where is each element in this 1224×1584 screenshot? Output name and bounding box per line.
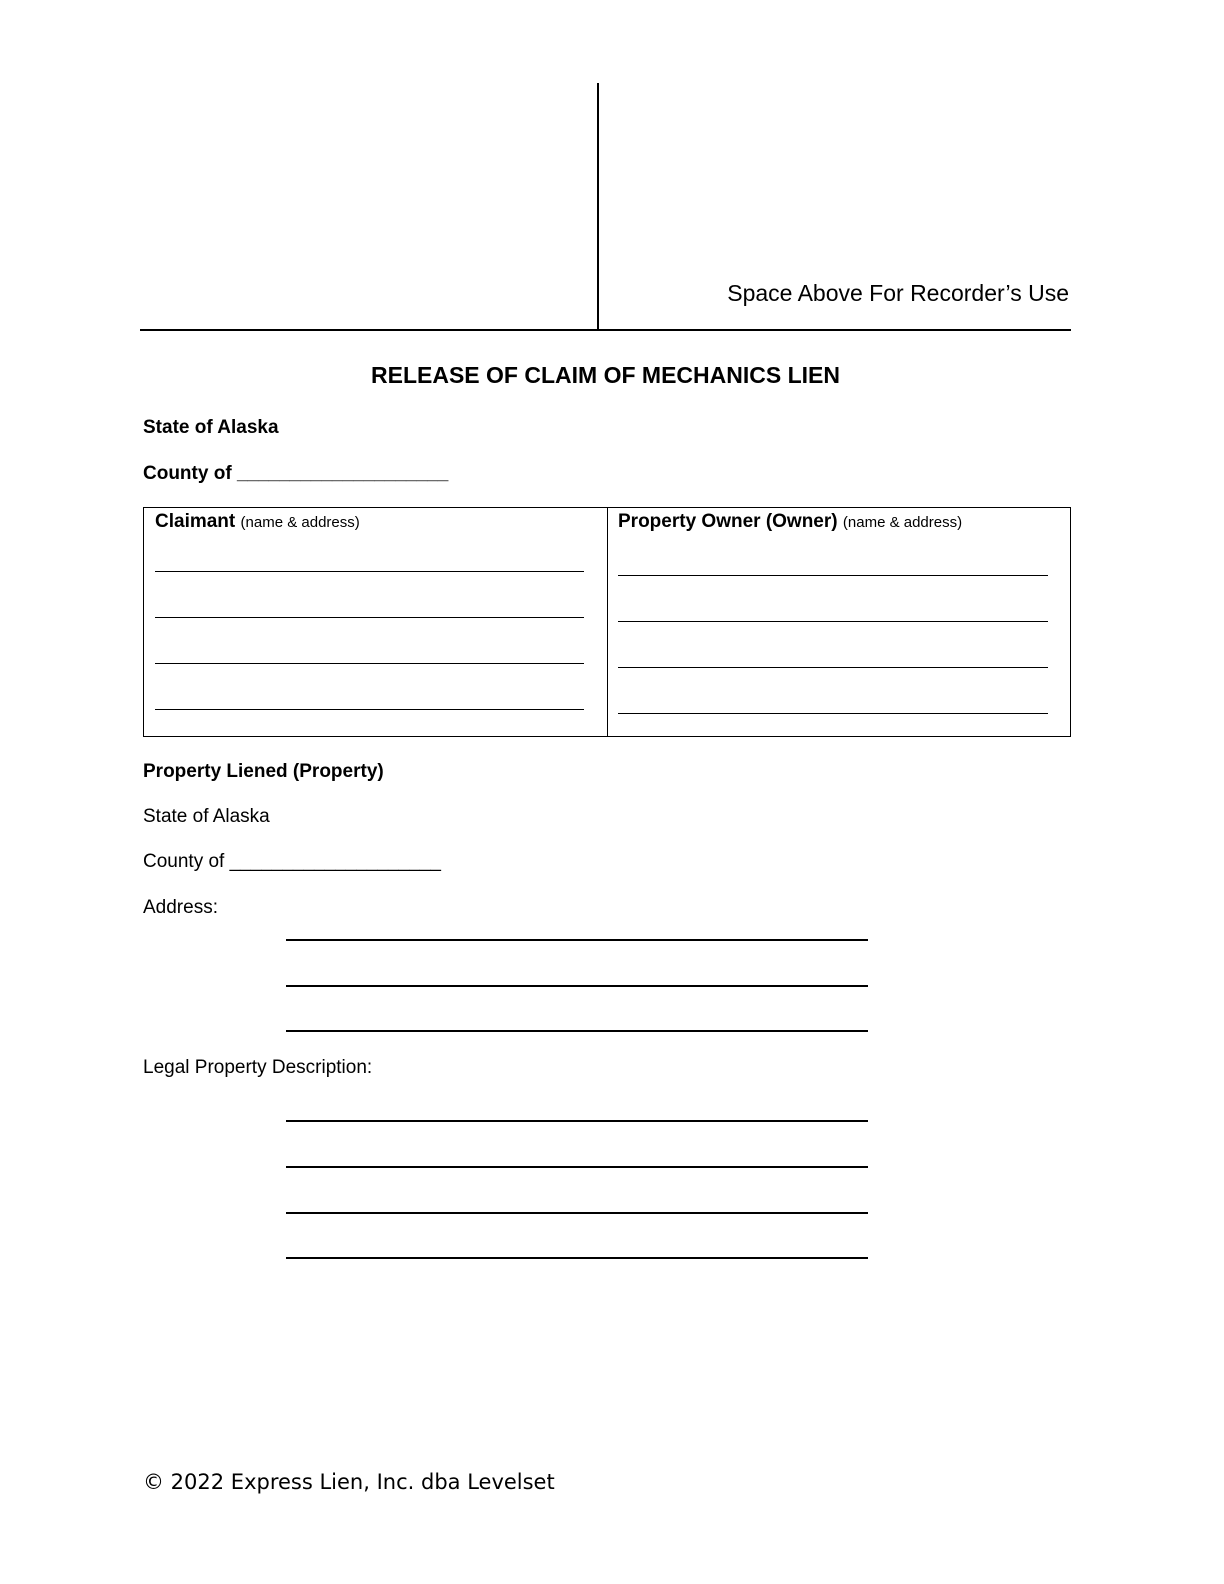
property-state: State of Alaska	[143, 806, 270, 827]
header-county-label: County of	[143, 463, 232, 484]
address-line-3[interactable]	[286, 1030, 868, 1032]
claimant-label: Claimant	[155, 511, 236, 532]
property-county	[143, 851, 441, 873]
parties-table	[143, 507, 1071, 737]
owner-line-3[interactable]	[618, 667, 1048, 668]
property-county-label: County of	[143, 851, 225, 872]
legal-line-3[interactable]	[286, 1212, 868, 1214]
claimant-line-3[interactable]	[155, 663, 584, 664]
claimant-line-1[interactable]	[155, 571, 584, 572]
legal-description-label: Legal Property Description:	[143, 1057, 373, 1078]
parties-table-divider	[607, 508, 608, 736]
property-county-field[interactable]: ____________________	[229, 851, 441, 872]
owner-line-4[interactable]	[618, 713, 1048, 714]
legal-line-1[interactable]	[286, 1120, 868, 1122]
header-county-field[interactable]: ____________________	[236, 463, 449, 484]
claimant-sublabel: (name & address)	[240, 514, 360, 531]
claimant-heading	[155, 511, 360, 533]
owner-label: Property Owner (Owner)	[618, 511, 838, 532]
legal-line-4[interactable]	[286, 1257, 868, 1259]
legal-line-2[interactable]	[286, 1166, 868, 1168]
header-state: State of Alaska	[143, 417, 279, 438]
recorder-divider-vertical	[597, 83, 599, 331]
header-county	[143, 463, 448, 485]
address-line-1[interactable]	[286, 939, 868, 941]
claimant-line-2[interactable]	[155, 617, 584, 618]
address-label: Address:	[143, 897, 218, 918]
claimant-line-4[interactable]	[155, 709, 584, 710]
document-title: RELEASE OF CLAIM OF MECHANICS LIEN	[371, 362, 840, 388]
recorder-space-label: Space Above For Recorder’s Use	[727, 280, 1069, 306]
footer-copyright: © 2022 Express Lien, Inc. dba Levelset	[143, 1470, 555, 1494]
address-line-2[interactable]	[286, 985, 868, 987]
recorder-divider-horizontal	[140, 329, 1071, 331]
owner-line-1[interactable]	[618, 575, 1048, 576]
owner-line-2[interactable]	[618, 621, 1048, 622]
property-heading: Property Liened (Property)	[143, 761, 384, 782]
owner-heading	[618, 511, 962, 533]
owner-sublabel: (name & address)	[842, 514, 963, 531]
